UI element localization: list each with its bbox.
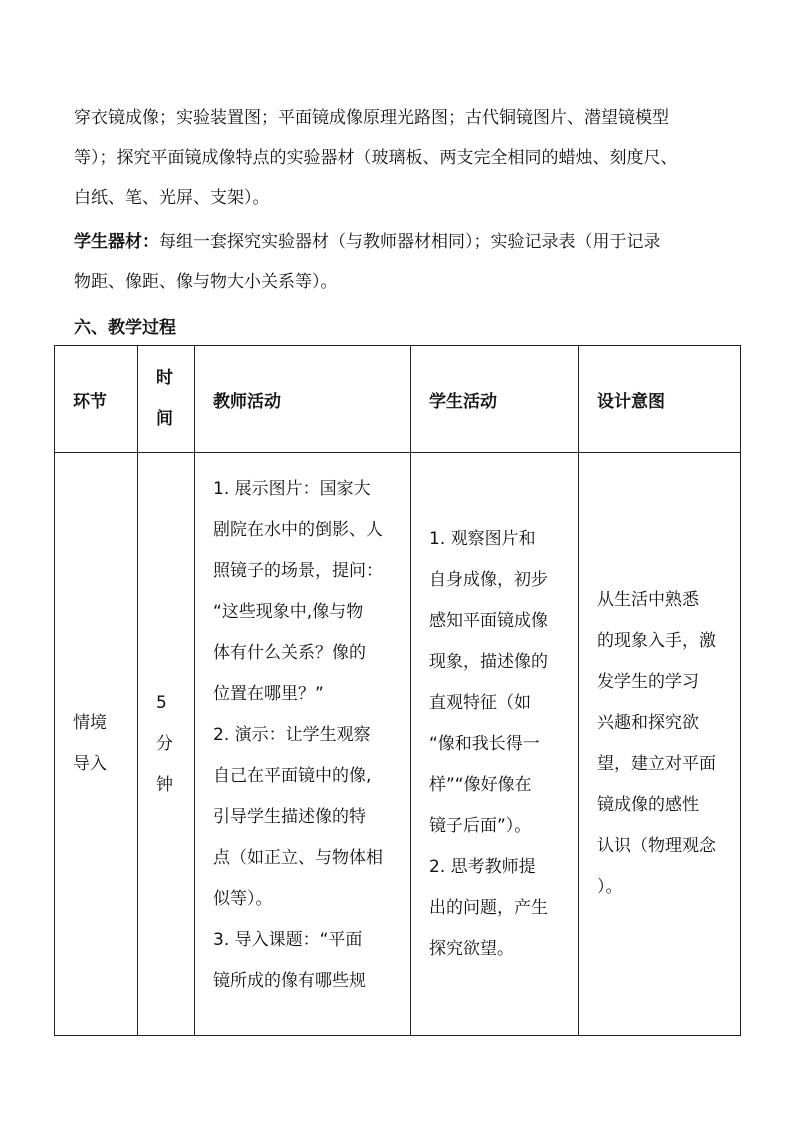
student-materials-label: 学生器材：	[74, 232, 159, 252]
time-cell: 5 分 钟	[138, 453, 195, 1036]
student-materials-line: 物距、像距、像与物大小关系等）。	[74, 272, 338, 292]
header-student-activity: 学生活动	[411, 346, 579, 453]
intro-paragraph	[74, 98, 734, 218]
student-materials-paragraph	[74, 222, 734, 302]
teaching-process-table	[54, 345, 741, 1036]
header-teacher-activity: 教师活动	[195, 346, 411, 453]
teacher-activity-cell: 1. 展示图片：国家大 剧院在水中的倒影、人 照镜子的场景，提问： “这些现象中,像与物 体有什么关系？像的 位置在哪里？” 2. 演示：让学生观察 自己在平面镜中的像, 引导学生描述像的特 点（如正立、与物体相 似等）。 3. 导入课题：“平面 镜所成的像有哪些规	[195, 453, 411, 1036]
table-row	[55, 453, 741, 1036]
intro-line: 等）；探究平面镜成像特点的实验器材（玻璃板、两支完全相同的蜡烛、刻度尺、	[74, 148, 678, 168]
intro-line: 穿衣镜成像；实验装置图；平面镜成像原理光路图；古代铜镜图片、潜望镜模型	[74, 108, 669, 128]
header-stage: 环节	[55, 346, 138, 453]
stage-cell: 情境 导入	[55, 453, 138, 1036]
design-intent-cell: 从生活中熟悉 的现象入手，激 发学生的学习 兴趣和探究欲 望，建立对平面 镜成像的感性 认识（物理观念 ）。	[579, 453, 741, 1036]
section-title: 六、教学过程	[74, 318, 176, 338]
student-materials-text: 每组一套探究实验器材（与教师器材相同）；实验记录表（用于记录	[159, 232, 661, 252]
student-activity-cell: 1. 观察图片和 自身成像，初步 感知平面镜成像 现象，描述像的 直观特征（如 “像和我长得一 样”“像好像在 镜子后面”）。 2. 思考教师提 出的问题，产生 探究欲望。	[411, 453, 579, 1036]
student-materials-line	[74, 222, 734, 262]
header-design-intent: 设计意图	[579, 346, 741, 453]
intro-line: 白纸、笔、光屏、支架）。	[74, 188, 270, 208]
header-time: 时 间	[138, 346, 195, 453]
table-header-row	[55, 346, 741, 453]
